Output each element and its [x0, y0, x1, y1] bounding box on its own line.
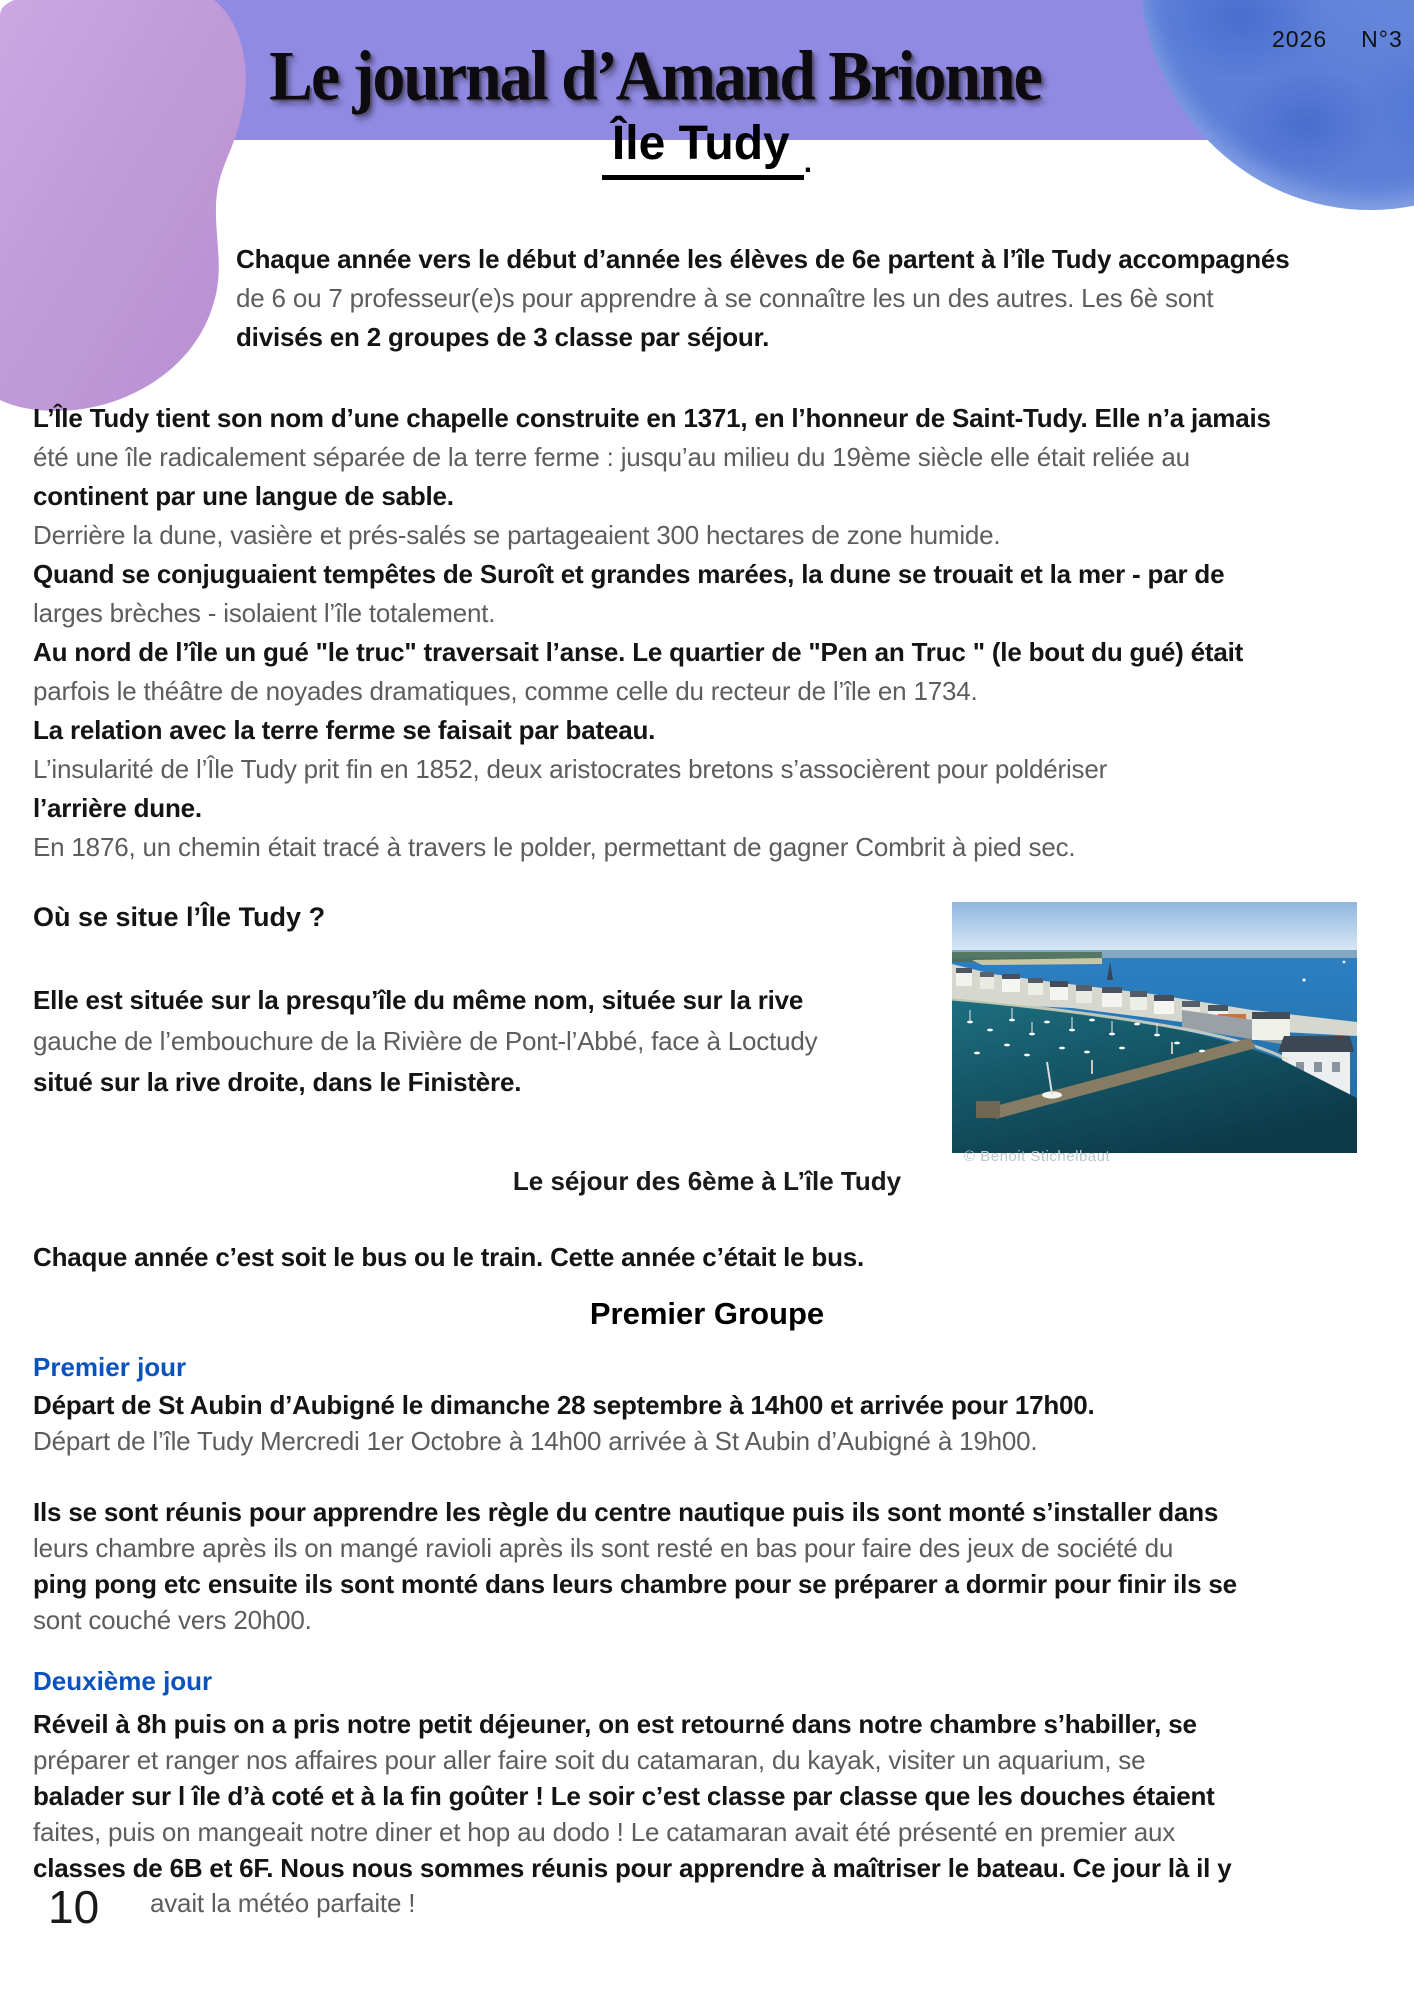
text-line: sont couché vers 20h00.	[33, 1605, 312, 1635]
text-line: Quand se conjuguaient tempêtes de Suroît et grandes marées, la dune se trouait et la mer - par de	[33, 559, 1225, 589]
journal-title: Le journal d’Amand Brionne	[269, 36, 1041, 116]
text-line: Chaque année vers le début d’année les élèves de 6e partent à l’île Tudy accompagnés	[236, 244, 1290, 274]
text-line: larges brèches - isolaient l’île totalement.	[33, 598, 496, 628]
text-line: Derrière la dune, vasière et prés-salés se partageaient 300 hectares de zone humide.	[33, 520, 1001, 550]
page-number: 10	[48, 1881, 100, 1933]
issue-year: 2026	[1272, 26, 1328, 52]
issue-info	[1272, 26, 1403, 53]
text-line: balader sur l île d’à coté et à la fin goûter ! Le soir c’est classe par classe que les douches étaient	[33, 1781, 1215, 1811]
day2-paragraph	[33, 1706, 1232, 1886]
text-line: L’insularité de l’Île Tudy prit fin en 1852, deux aristocrates bretons s’associèrent pour poldériser	[33, 754, 1108, 784]
text-line: Départ de St Aubin d’Aubigné le dimanche 28 septembre à 14h00 et arrivée pour 17h00.	[33, 1390, 1095, 1420]
issue-number: N°3	[1361, 26, 1403, 52]
text-line: faites, puis on mangeait notre diner et hop au dodo ! Le catamaran avait été présenté en premier aux	[33, 1817, 1176, 1847]
where-paragraph	[33, 980, 817, 1103]
page-title: Île Tudy	[602, 116, 804, 180]
photo-credit: © Benoit Stichelbaut	[964, 1148, 1111, 1165]
day1-paragraph	[33, 1494, 1237, 1638]
text-line: gauche de l’embouchure de la Rivière de Pont-l’Abbé, face à Loctudy	[33, 1026, 818, 1056]
text-line: La relation avec la terre ferme se faisait par bateau.	[33, 715, 656, 745]
text-line: Départ de l’île Tudy Mercredi 1er Octobre à 14h00 arrivée à St Aubin d’Aubigné à 19h00.	[33, 1426, 1038, 1456]
text-line: L’Île Tudy tient son nom d’une chapelle construite en 1371, en l’honneur de Saint-Tudy. Elle n’a jamais	[33, 403, 1271, 433]
day1-label: Premier jour	[33, 1352, 187, 1382]
day2-label: Deuxième jour	[33, 1666, 213, 1696]
sejour-title: Le séjour des 6ème à L’île Tudy	[512, 1166, 902, 1196]
text-line: Ils se sont réunis pour apprendre les règle du centre nautique puis ils sont monté s’installer dans	[33, 1497, 1219, 1527]
text-line: ping pong etc ensuite ils sont monté dans leurs chambre pour se préparer a dormir pour finir ils se	[33, 1569, 1237, 1599]
text-line: continent par une langue de sable.	[33, 481, 454, 511]
text-line: En 1876, un chemin était tracé à travers le polder, permettant de gagner Combrit à pied sec.	[33, 832, 1076, 862]
page-title-wrap	[0, 116, 1414, 180]
text-line: préparer et ranger nos affaires pour aller faire soit du catamaran, du kayak, visiter un aquarium, se	[33, 1745, 1146, 1775]
text-line: de 6 ou 7 professeur(e)s pour apprendre à se connaître les un des autres. Les 6è sont	[236, 283, 1214, 313]
page-title-period: .	[803, 146, 813, 179]
bus-line: Chaque année c’est soit le bus ou le train. Cette année c’était le bus.	[33, 1242, 865, 1272]
text-line: été une île radicalement séparée de la terre ferme : jusqu’au milieu du 19ème siècle elle était reliée au	[33, 442, 1190, 472]
history-paragraph	[33, 399, 1271, 867]
text-line: l’arrière dune.	[33, 793, 202, 823]
text-line: leurs chambre après ils on mangé ravioli après ils sont resté en bas pour faire des jeux de société du	[33, 1533, 1174, 1563]
intro-paragraph	[236, 240, 1289, 357]
day1-departure	[33, 1387, 1095, 1459]
island-photo-art	[952, 902, 1357, 1153]
group-heading: Premier Groupe	[589, 1296, 825, 1331]
text-line: Au nord de l’île un gué "le truc" traversait l’anse. Le quartier de "Pen an Truc " (le bout du gué) était	[33, 637, 1244, 667]
meteo-line: avait la météo parfaite !	[150, 1888, 416, 1918]
text-line: parfois le théâtre de noyades dramatiques, comme celle du recteur de l’île en 1734.	[33, 676, 978, 706]
text-line: classes de 6B et 6F. Nous nous sommes réunis pour apprendre à maîtriser le bateau. Ce jour là il y	[33, 1853, 1232, 1883]
text-line: Réveil à 8h puis on a pris notre petit déjeuner, on est retourné dans notre chambre s’habiller, se	[33, 1709, 1197, 1739]
text-line: situé sur la rive droite, dans le Finistère.	[33, 1067, 522, 1097]
text-line: divisés en 2 groupes de 3 classe par séjour.	[236, 322, 770, 352]
text-line: Elle est située sur la presqu’île du même nom, située sur la rive	[33, 985, 804, 1015]
island-photo	[952, 902, 1357, 1153]
where-heading: Où se situe l’Île Tudy ?	[33, 902, 326, 932]
